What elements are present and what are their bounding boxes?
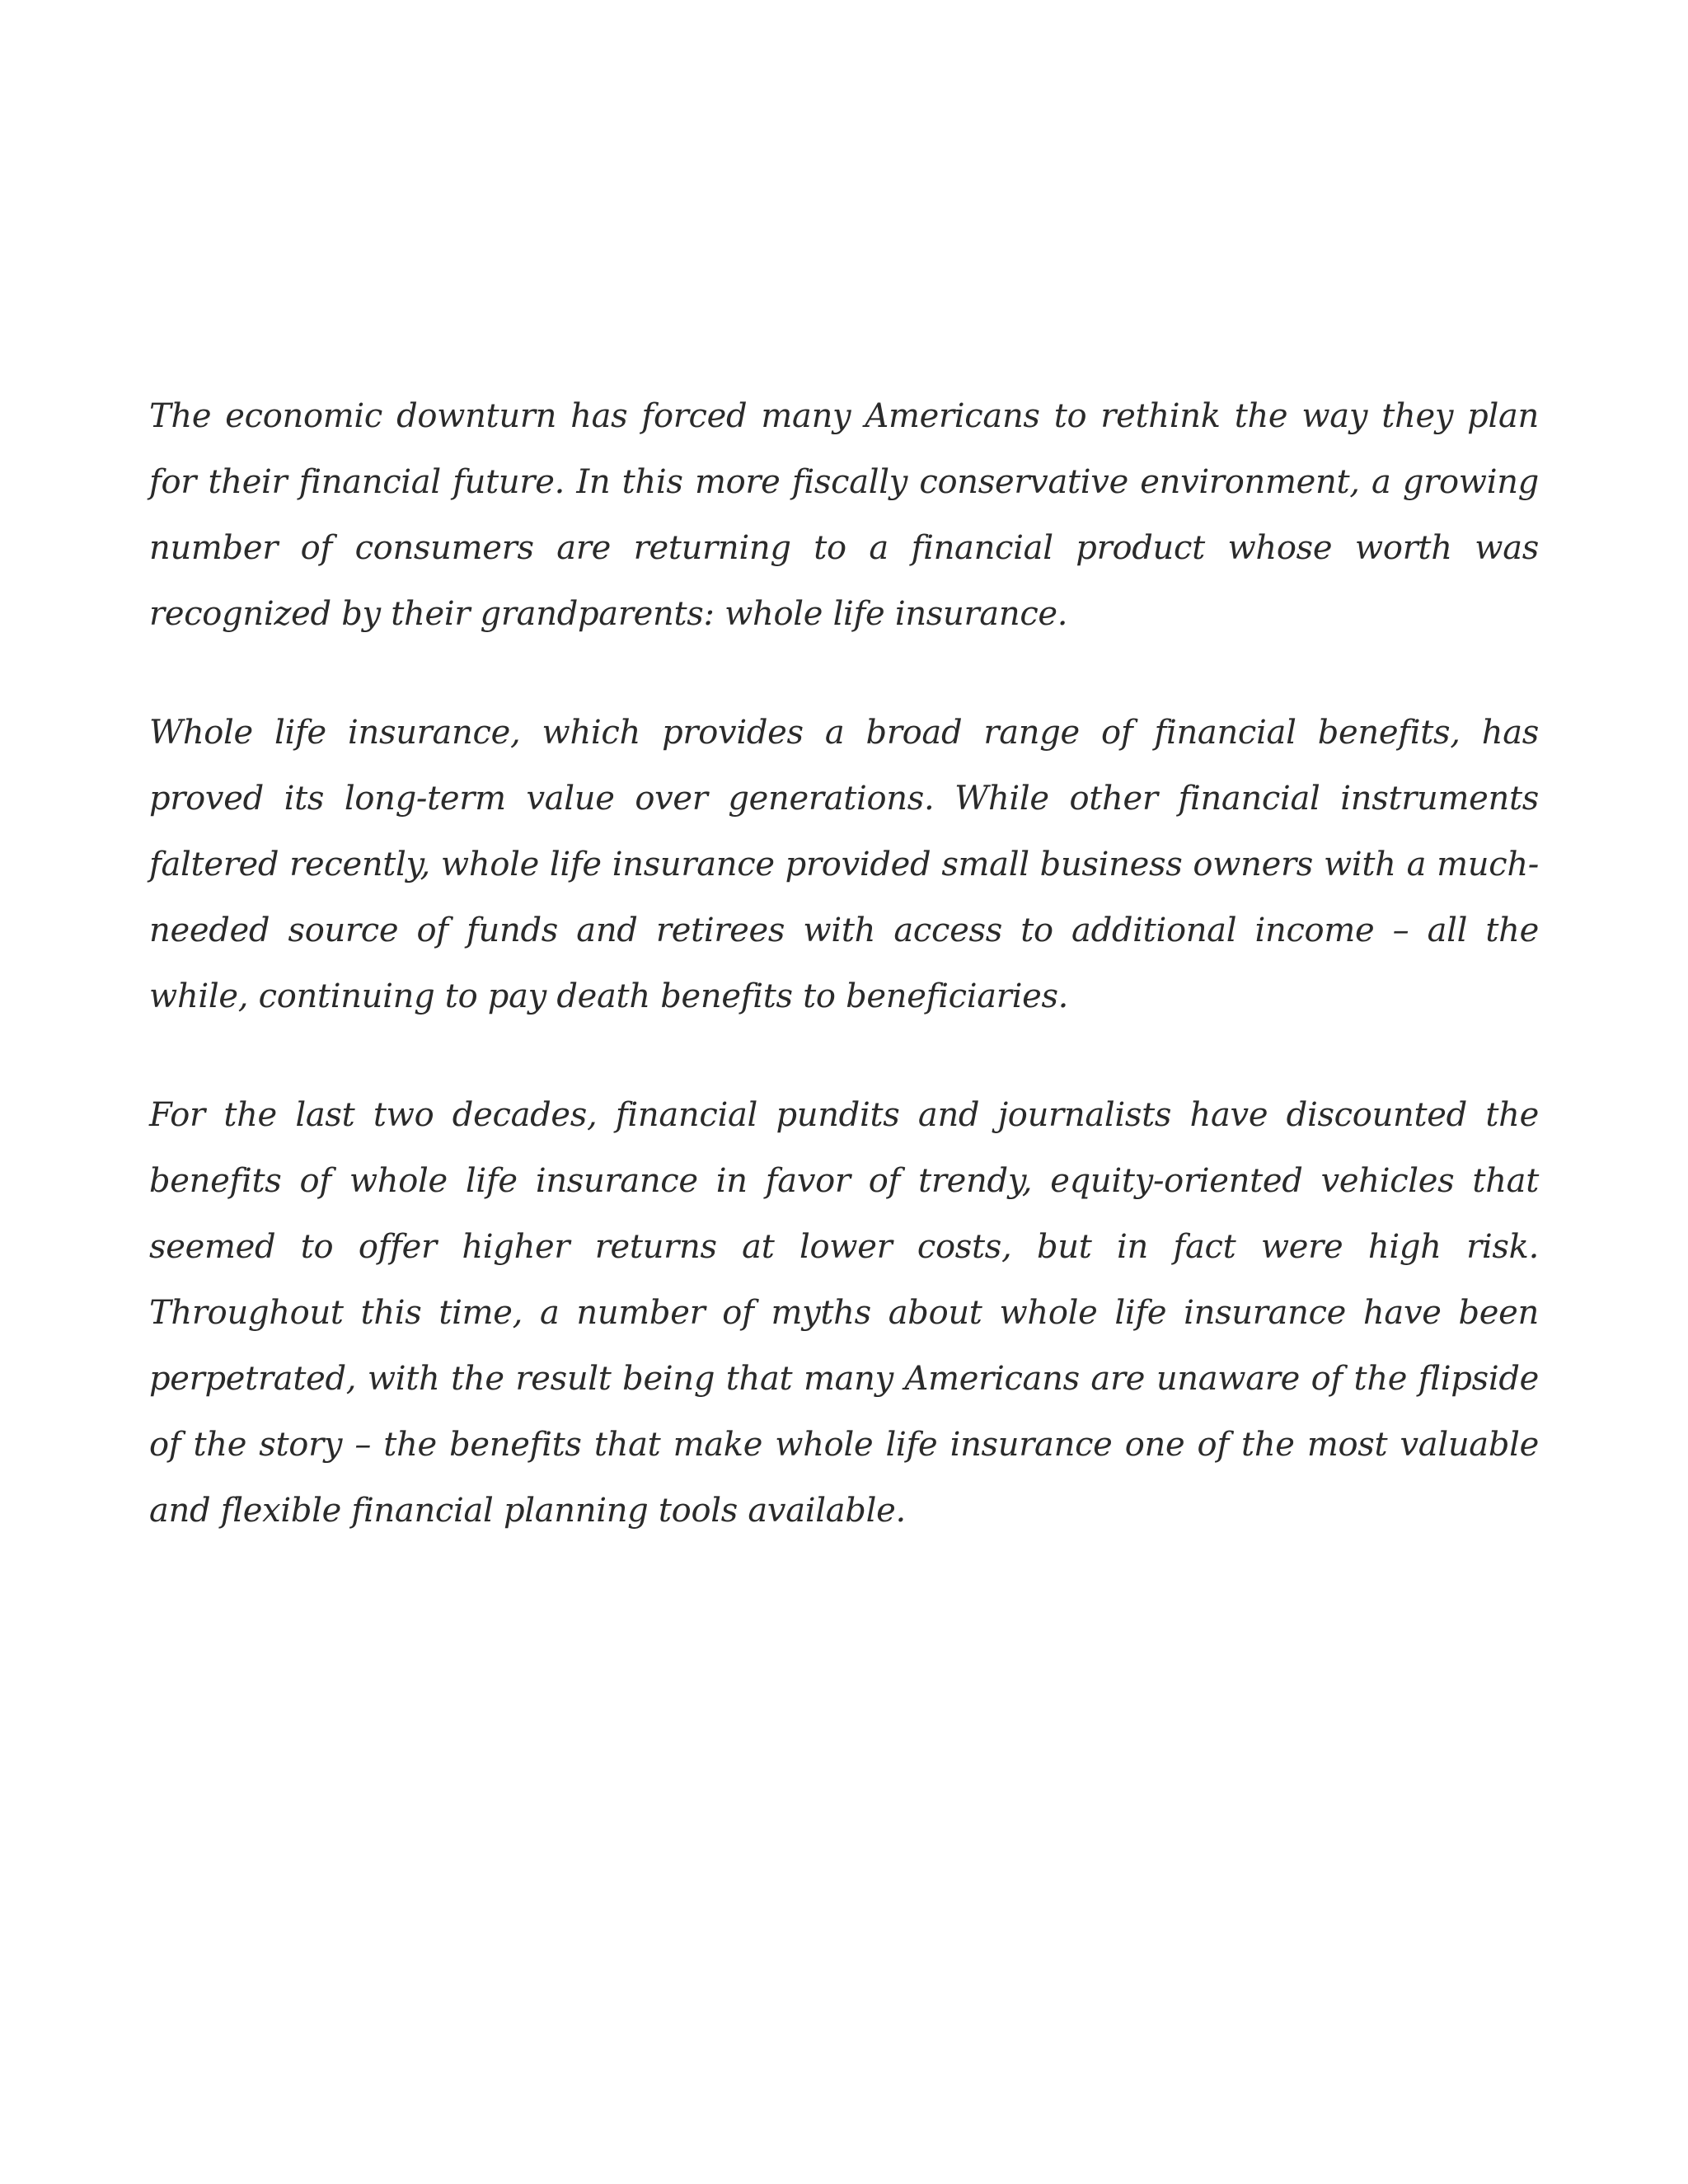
paragraph-1: The economic downturn has forced many Americans to rethink the way they plan for their financial future. In this more fiscally conservative environment, a growing number of consumers are returning to a financial product whose worth was recognized by their grandparents: whole life insurance. <box>149 397 1539 633</box>
body-text <box>149 383 1539 1596</box>
paragraph-3: For the last two decades, financial pundits and journalists have discounted the benefits of whole life insurance in favor of trendy, equity-oriented vehicles that seemed to offer higher returns at lower costs, but in fact were high risk. Throughout this time, a number of myths about whole life insurance have been perpetrated, with the result being that many Americans are unaware of the flipside of the story – the benefits that make whole life insurance one of the most valuable and flexible financial planning tools available. <box>149 1096 1539 1530</box>
paragraph-2: Whole life insurance, which provides a broad range of financial benefits, has proved its long-term value over generations. While other financial instruments faltered recently, whole life insurance provided small business owners with a much-needed source of funds and retirees with access to additional income – all the while, continuing to pay death benefits to beneficiaries. <box>149 714 1539 1015</box>
